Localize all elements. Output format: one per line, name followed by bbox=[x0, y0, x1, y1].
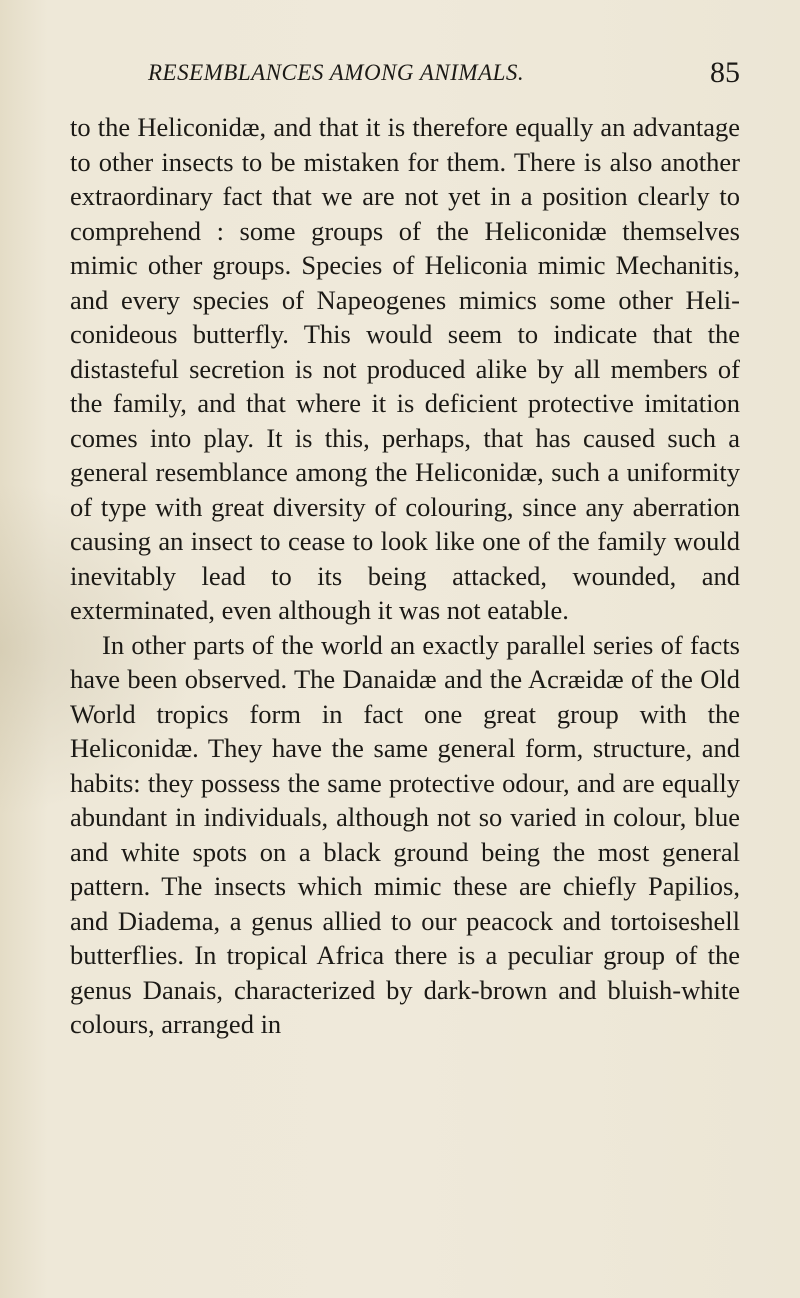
paragraph: In other parts of the world an exactly parallel series of facts have been observed. The Danaidæ and the Acræidæ of the Old World tropics form in fact one great group with the Heliconidæ. They have the same general form, structure, and habits: they possess the same protective odour, and are equally abundant in individuals, although not so varied in colour, blue and white spots on a black ground being the most general pattern. The insects which mimic these are chiefly Papilios, and Diadema, a genus allied to our peacock and tortoiseshell butterflies. In tropical Africa there is a peculiar group of the genus Danais, characterized by dark-brown and bluish-white colours, arranged in bbox=[70, 629, 740, 1039]
page-number: 85 bbox=[710, 56, 740, 89]
body-text bbox=[70, 110, 740, 1042]
running-head bbox=[60, 56, 740, 96]
running-title: RESEMBLANCES AMONG ANIMALS. bbox=[148, 60, 525, 85]
paragraph-continued: to the Heliconidæ, and that it is therefore equally an advantage to other insects to be mistaken for them. There is also another extraordinary fact that we are not yet in a position clearly to comprehend : some groups of the Heliconidæ themselves mimic other groups. Species of Heliconia mimic Mechanitis, and every species of Napeogenes mimics some other Heliconideous butterfly. This would seem to indicate that the distasteful secretion is not produced alike by all members of the family, and that where it is deficient protective imitation comes into play. It is this, perhaps, that has caused such a general resemblance among the Heliconidæ, such a uniformity of type with great diversity of colouring, since any aberration causing an insect to cease to look like one of the family would inevitably lead to its being attacked, wounded, and exterminated, even although it was not eatable. bbox=[70, 112, 740, 625]
